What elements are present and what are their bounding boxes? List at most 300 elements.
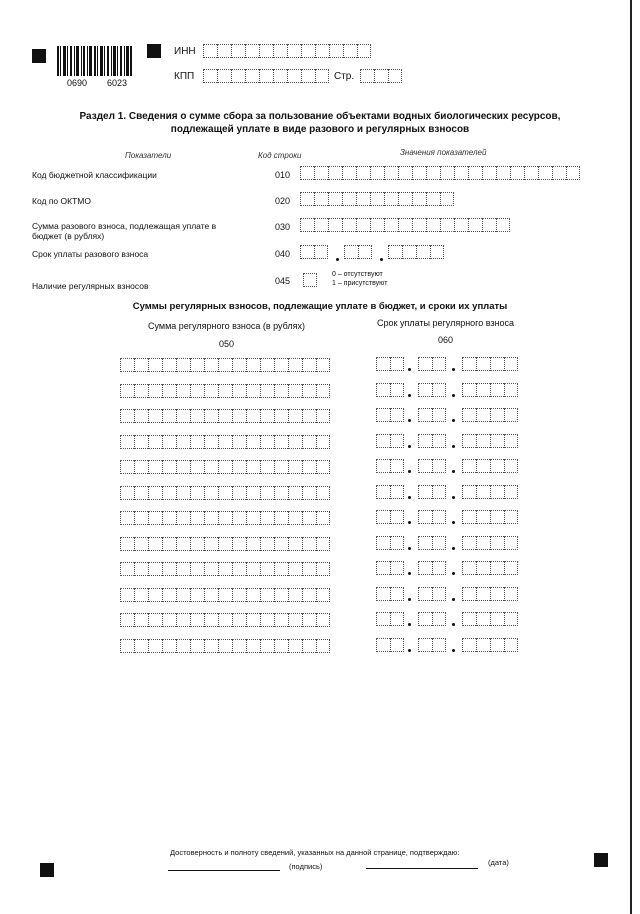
input-cell[interactable] <box>288 358 302 372</box>
regular-amount-field[interactable] <box>120 613 330 627</box>
regular-term-year-field[interactable] <box>462 536 518 550</box>
input-cell[interactable] <box>490 485 504 499</box>
input-cell[interactable] <box>190 588 204 602</box>
input-cell[interactable] <box>148 639 162 653</box>
input-cell[interactable] <box>204 435 218 449</box>
regular-term-month-field[interactable] <box>418 638 446 652</box>
input-cell[interactable] <box>246 562 260 576</box>
regular-amount-field[interactable] <box>120 588 330 602</box>
input-cell[interactable] <box>358 245 372 259</box>
regular-term-year-field[interactable] <box>462 485 518 499</box>
input-cell[interactable] <box>476 587 490 601</box>
input-cell[interactable] <box>190 639 204 653</box>
input-cell[interactable] <box>418 408 432 422</box>
input-cell[interactable] <box>342 192 356 206</box>
input-cell[interactable] <box>376 459 390 473</box>
input-cell[interactable] <box>462 638 476 652</box>
input-cell[interactable] <box>162 460 176 474</box>
input-cell[interactable] <box>302 562 316 576</box>
input-cell[interactable] <box>476 459 490 473</box>
input-cell[interactable] <box>302 358 316 372</box>
input-cell[interactable] <box>412 192 426 206</box>
input-cell[interactable] <box>120 537 134 551</box>
input-cell[interactable] <box>490 612 504 626</box>
input-cell[interactable] <box>288 384 302 398</box>
input-cell[interactable] <box>440 166 454 180</box>
page-number-field[interactable] <box>360 69 402 83</box>
input-cell[interactable] <box>245 44 259 58</box>
input-cell[interactable] <box>462 536 476 550</box>
regular-term-day-field[interactable] <box>376 357 404 371</box>
input-cell[interactable] <box>190 384 204 398</box>
input-cell[interactable] <box>273 69 287 83</box>
input-cell[interactable] <box>259 69 273 83</box>
input-cell[interactable] <box>120 358 134 372</box>
input-cell[interactable] <box>316 588 330 602</box>
input-cell[interactable] <box>384 218 398 232</box>
input-cell[interactable] <box>496 218 510 232</box>
input-cell[interactable] <box>134 639 148 653</box>
input-cell[interactable] <box>148 384 162 398</box>
input-cell[interactable] <box>316 486 330 500</box>
input-cell[interactable] <box>148 460 162 474</box>
input-cell[interactable] <box>274 562 288 576</box>
input-cell[interactable] <box>260 588 274 602</box>
input-cell[interactable] <box>416 245 430 259</box>
input-cell[interactable] <box>134 384 148 398</box>
input-cell[interactable] <box>342 218 356 232</box>
input-cell[interactable] <box>232 460 246 474</box>
input-cell[interactable] <box>134 486 148 500</box>
input-cell[interactable] <box>476 536 490 550</box>
input-cell[interactable] <box>315 44 329 58</box>
regular-term-day-field[interactable] <box>376 587 404 601</box>
input-cell[interactable] <box>134 460 148 474</box>
input-cell[interactable] <box>204 537 218 551</box>
input-cell[interactable] <box>504 459 518 473</box>
input-cell[interactable] <box>316 613 330 627</box>
input-cell[interactable] <box>260 435 274 449</box>
input-cell[interactable] <box>412 166 426 180</box>
input-cell[interactable] <box>134 511 148 525</box>
input-cell[interactable] <box>432 357 446 371</box>
regular-amount-field[interactable] <box>120 358 330 372</box>
input-cell[interactable] <box>204 486 218 500</box>
input-cell[interactable] <box>462 510 476 524</box>
input-cell[interactable] <box>176 486 190 500</box>
input-cell[interactable] <box>468 166 482 180</box>
input-cell[interactable] <box>287 44 301 58</box>
input-cell[interactable] <box>390 383 404 397</box>
input-cell[interactable] <box>504 485 518 499</box>
input-cell[interactable] <box>148 486 162 500</box>
input-cell[interactable] <box>176 435 190 449</box>
input-cell[interactable] <box>120 460 134 474</box>
regular-term-day-field[interactable] <box>376 485 404 499</box>
input-cell[interactable] <box>376 485 390 499</box>
regular-amount-field[interactable] <box>120 409 330 423</box>
input-cell[interactable] <box>432 587 446 601</box>
input-cell[interactable] <box>390 408 404 422</box>
input-cell[interactable] <box>162 639 176 653</box>
input-cell[interactable] <box>134 613 148 627</box>
input-cell[interactable] <box>203 69 217 83</box>
input-cell[interactable] <box>316 384 330 398</box>
input-cell[interactable] <box>316 409 330 423</box>
input-cell[interactable] <box>120 409 134 423</box>
input-cell[interactable] <box>418 587 432 601</box>
input-cell[interactable] <box>390 510 404 524</box>
input-cell[interactable] <box>204 358 218 372</box>
input-cell[interactable] <box>504 383 518 397</box>
input-cell[interactable] <box>246 511 260 525</box>
regular-term-year-field[interactable] <box>462 408 518 422</box>
input-cell[interactable] <box>288 613 302 627</box>
input-cell[interactable] <box>476 510 490 524</box>
input-cell[interactable] <box>390 357 404 371</box>
input-cell[interactable] <box>218 486 232 500</box>
input-cell[interactable] <box>288 639 302 653</box>
input-cell[interactable] <box>246 409 260 423</box>
input-cell[interactable] <box>274 588 288 602</box>
input-cell[interactable] <box>432 561 446 575</box>
input-cell[interactable] <box>217 69 231 83</box>
input-cell[interactable] <box>398 166 412 180</box>
input-cell[interactable] <box>288 435 302 449</box>
input-cell[interactable] <box>360 69 374 83</box>
input-cell[interactable] <box>134 537 148 551</box>
input-cell[interactable] <box>232 435 246 449</box>
input-cell[interactable] <box>426 166 440 180</box>
input-cell[interactable] <box>454 166 468 180</box>
input-cell[interactable] <box>204 588 218 602</box>
input-cell[interactable] <box>246 613 260 627</box>
input-cell[interactable] <box>462 587 476 601</box>
input-cell[interactable] <box>384 192 398 206</box>
input-cell[interactable] <box>148 562 162 576</box>
input-cell[interactable] <box>274 511 288 525</box>
input-cell[interactable] <box>504 612 518 626</box>
input-cell[interactable] <box>432 408 446 422</box>
input-cell[interactable] <box>370 166 384 180</box>
input-cell[interactable] <box>246 639 260 653</box>
input-cell[interactable] <box>430 245 444 259</box>
input-cell[interactable] <box>301 69 315 83</box>
input-cell[interactable] <box>316 358 330 372</box>
input-cell[interactable] <box>476 561 490 575</box>
regular-term-month-field[interactable] <box>418 612 446 626</box>
regular-term-year-field[interactable] <box>462 638 518 652</box>
input-cell[interactable] <box>260 358 274 372</box>
input-cell[interactable] <box>504 638 518 652</box>
input-cell[interactable] <box>418 459 432 473</box>
input-cell[interactable] <box>370 192 384 206</box>
input-cell[interactable] <box>120 384 134 398</box>
input-cell[interactable] <box>314 192 328 206</box>
regular-term-month-field[interactable] <box>418 561 446 575</box>
input-cell[interactable] <box>328 166 342 180</box>
input-cell[interactable] <box>232 562 246 576</box>
input-cell[interactable] <box>176 511 190 525</box>
input-cell[interactable] <box>246 435 260 449</box>
input-cell[interactable] <box>426 192 440 206</box>
regular-term-month-field[interactable] <box>418 408 446 422</box>
regular-term-month-field[interactable] <box>418 536 446 550</box>
input-cell[interactable] <box>162 435 176 449</box>
input-cell[interactable] <box>418 434 432 448</box>
input-cell[interactable] <box>246 460 260 474</box>
input-cell[interactable] <box>301 44 315 58</box>
input-cell[interactable] <box>232 384 246 398</box>
input-cell[interactable] <box>418 536 432 550</box>
input-cell[interactable] <box>440 192 454 206</box>
input-cell[interactable] <box>232 409 246 423</box>
input-cell[interactable] <box>273 44 287 58</box>
input-cell[interactable] <box>490 638 504 652</box>
input-cell[interactable] <box>162 537 176 551</box>
input-cell[interactable] <box>302 537 316 551</box>
input-cell[interactable] <box>390 587 404 601</box>
input-cell[interactable] <box>176 639 190 653</box>
input-cell[interactable] <box>190 562 204 576</box>
input-cell[interactable] <box>232 511 246 525</box>
input-cell[interactable] <box>462 408 476 422</box>
input-cell[interactable] <box>482 166 496 180</box>
regular-amount-field[interactable] <box>120 639 330 653</box>
input-cell[interactable] <box>218 537 232 551</box>
regular-term-month-field[interactable] <box>418 510 446 524</box>
input-cell[interactable] <box>120 486 134 500</box>
input-cell[interactable] <box>232 537 246 551</box>
input-cell[interactable] <box>300 218 314 232</box>
input-cell[interactable] <box>376 434 390 448</box>
input-cell[interactable] <box>176 613 190 627</box>
input-cell[interactable] <box>490 536 504 550</box>
input-cell[interactable] <box>490 561 504 575</box>
input-cell[interactable] <box>462 357 476 371</box>
regular-term-month-field[interactable] <box>418 485 446 499</box>
input-cell[interactable] <box>204 511 218 525</box>
input-cell[interactable] <box>176 588 190 602</box>
input-cell[interactable] <box>376 536 390 550</box>
input-cell[interactable] <box>462 612 476 626</box>
input-cell[interactable] <box>120 562 134 576</box>
input-cell[interactable] <box>288 588 302 602</box>
regular-term-month-field[interactable] <box>418 434 446 448</box>
input-cell[interactable] <box>476 357 490 371</box>
input-cell[interactable] <box>218 409 232 423</box>
input-cell[interactable] <box>148 358 162 372</box>
input-cell[interactable] <box>376 561 390 575</box>
input-cell[interactable] <box>384 166 398 180</box>
input-cell[interactable] <box>176 562 190 576</box>
input-cell[interactable] <box>148 537 162 551</box>
input-cell[interactable] <box>490 357 504 371</box>
input-cell[interactable] <box>218 613 232 627</box>
regular-term-day-field[interactable] <box>376 612 404 626</box>
input-cell[interactable] <box>204 613 218 627</box>
input-cell[interactable] <box>288 562 302 576</box>
input-cell[interactable] <box>134 562 148 576</box>
input-cell[interactable] <box>190 435 204 449</box>
input-cell[interactable] <box>302 409 316 423</box>
regular-term-day-field[interactable] <box>376 638 404 652</box>
input-cell[interactable] <box>454 218 468 232</box>
regular-term-year-field[interactable] <box>462 357 518 371</box>
input-cell[interactable] <box>300 245 314 259</box>
input-cell[interactable] <box>376 612 390 626</box>
regular-term-day-field[interactable] <box>376 561 404 575</box>
input-cell[interactable] <box>504 561 518 575</box>
input-cell[interactable] <box>343 44 357 58</box>
input-cell[interactable] <box>176 358 190 372</box>
input-cell[interactable] <box>246 537 260 551</box>
input-cell[interactable] <box>328 192 342 206</box>
input-cell[interactable] <box>120 511 134 525</box>
regular-term-year-field[interactable] <box>462 612 518 626</box>
input-cell[interactable] <box>274 435 288 449</box>
regular-term-year-field[interactable] <box>462 434 518 448</box>
input-cell[interactable] <box>432 485 446 499</box>
input-cell[interactable] <box>316 435 330 449</box>
input-cell[interactable] <box>388 69 402 83</box>
input-cell[interactable] <box>162 588 176 602</box>
input-cell[interactable] <box>418 383 432 397</box>
input-cell[interactable] <box>356 166 370 180</box>
input-cell[interactable] <box>314 245 328 259</box>
input-cell[interactable] <box>260 384 274 398</box>
input-cell[interactable] <box>376 357 390 371</box>
input-cell[interactable] <box>490 459 504 473</box>
input-cell[interactable] <box>376 638 390 652</box>
input-cell[interactable] <box>190 537 204 551</box>
input-cell[interactable] <box>232 588 246 602</box>
input-cell[interactable] <box>162 384 176 398</box>
input-cell[interactable] <box>162 486 176 500</box>
input-cell[interactable] <box>204 460 218 474</box>
input-cell[interactable] <box>468 218 482 232</box>
input-cell[interactable] <box>566 166 580 180</box>
input-cell[interactable] <box>316 537 330 551</box>
input-cell[interactable] <box>218 511 232 525</box>
input-cell[interactable] <box>162 409 176 423</box>
input-cell[interactable] <box>120 435 134 449</box>
input-cell[interactable] <box>504 357 518 371</box>
input-cell[interactable] <box>148 613 162 627</box>
input-cell[interactable] <box>390 638 404 652</box>
input-cell[interactable] <box>315 69 329 83</box>
input-cell[interactable] <box>390 459 404 473</box>
input-cell[interactable] <box>418 638 432 652</box>
input-cell[interactable] <box>462 485 476 499</box>
input-cell[interactable] <box>490 587 504 601</box>
regular-presence-field[interactable] <box>303 273 317 287</box>
input-cell[interactable] <box>204 409 218 423</box>
input-cell[interactable] <box>218 562 232 576</box>
one-time-term-day-field[interactable] <box>300 245 328 259</box>
input-cell[interactable] <box>274 384 288 398</box>
regular-term-month-field[interactable] <box>418 357 446 371</box>
kbk-field[interactable] <box>300 166 580 180</box>
input-cell[interactable] <box>462 434 476 448</box>
regular-term-month-field[interactable] <box>418 587 446 601</box>
kpp-field[interactable] <box>203 69 329 83</box>
regular-term-year-field[interactable] <box>462 561 518 575</box>
input-cell[interactable] <box>418 612 432 626</box>
input-cell[interactable] <box>344 245 358 259</box>
input-cell[interactable] <box>232 639 246 653</box>
input-cell[interactable] <box>412 218 426 232</box>
input-cell[interactable] <box>232 486 246 500</box>
inn-field[interactable] <box>203 44 371 58</box>
input-cell[interactable] <box>490 408 504 422</box>
input-cell[interactable] <box>398 218 412 232</box>
input-cell[interactable] <box>260 613 274 627</box>
input-cell[interactable] <box>302 486 316 500</box>
input-cell[interactable] <box>418 485 432 499</box>
input-cell[interactable] <box>432 510 446 524</box>
input-cell[interactable] <box>374 69 388 83</box>
input-cell[interactable] <box>288 460 302 474</box>
input-cell[interactable] <box>356 192 370 206</box>
input-cell[interactable] <box>302 613 316 627</box>
input-cell[interactable] <box>314 218 328 232</box>
regular-term-year-field[interactable] <box>462 587 518 601</box>
input-cell[interactable] <box>288 409 302 423</box>
regular-amount-field[interactable] <box>120 435 330 449</box>
input-cell[interactable] <box>218 588 232 602</box>
input-cell[interactable] <box>218 460 232 474</box>
input-cell[interactable] <box>490 510 504 524</box>
input-cell[interactable] <box>134 588 148 602</box>
input-cell[interactable] <box>302 639 316 653</box>
input-cell[interactable] <box>148 435 162 449</box>
input-cell[interactable] <box>148 588 162 602</box>
input-cell[interactable] <box>482 218 496 232</box>
input-cell[interactable] <box>204 384 218 398</box>
one-time-term-year-field[interactable] <box>388 245 444 259</box>
input-cell[interactable] <box>176 409 190 423</box>
input-cell[interactable] <box>190 409 204 423</box>
regular-term-day-field[interactable] <box>376 434 404 448</box>
input-cell[interactable] <box>418 510 432 524</box>
input-cell[interactable] <box>148 511 162 525</box>
input-cell[interactable] <box>552 166 566 180</box>
input-cell[interactable] <box>218 639 232 653</box>
input-cell[interactable] <box>162 511 176 525</box>
input-cell[interactable] <box>316 511 330 525</box>
input-cell[interactable] <box>246 384 260 398</box>
input-cell[interactable] <box>134 435 148 449</box>
signature-line[interactable] <box>168 870 280 871</box>
regular-amount-field[interactable] <box>120 511 330 525</box>
input-cell[interactable] <box>162 358 176 372</box>
input-cell[interactable] <box>376 383 390 397</box>
input-cell[interactable] <box>402 245 416 259</box>
input-cell[interactable] <box>274 460 288 474</box>
input-cell[interactable] <box>203 44 217 58</box>
input-cell[interactable] <box>390 485 404 499</box>
input-cell[interactable] <box>274 537 288 551</box>
input-cell[interactable] <box>342 166 356 180</box>
input-cell[interactable] <box>134 409 148 423</box>
regular-term-day-field[interactable] <box>376 383 404 397</box>
input-cell[interactable] <box>204 639 218 653</box>
input-cell[interactable] <box>218 435 232 449</box>
input-cell[interactable] <box>302 511 316 525</box>
input-cell[interactable] <box>260 639 274 653</box>
input-cell[interactable] <box>246 486 260 500</box>
